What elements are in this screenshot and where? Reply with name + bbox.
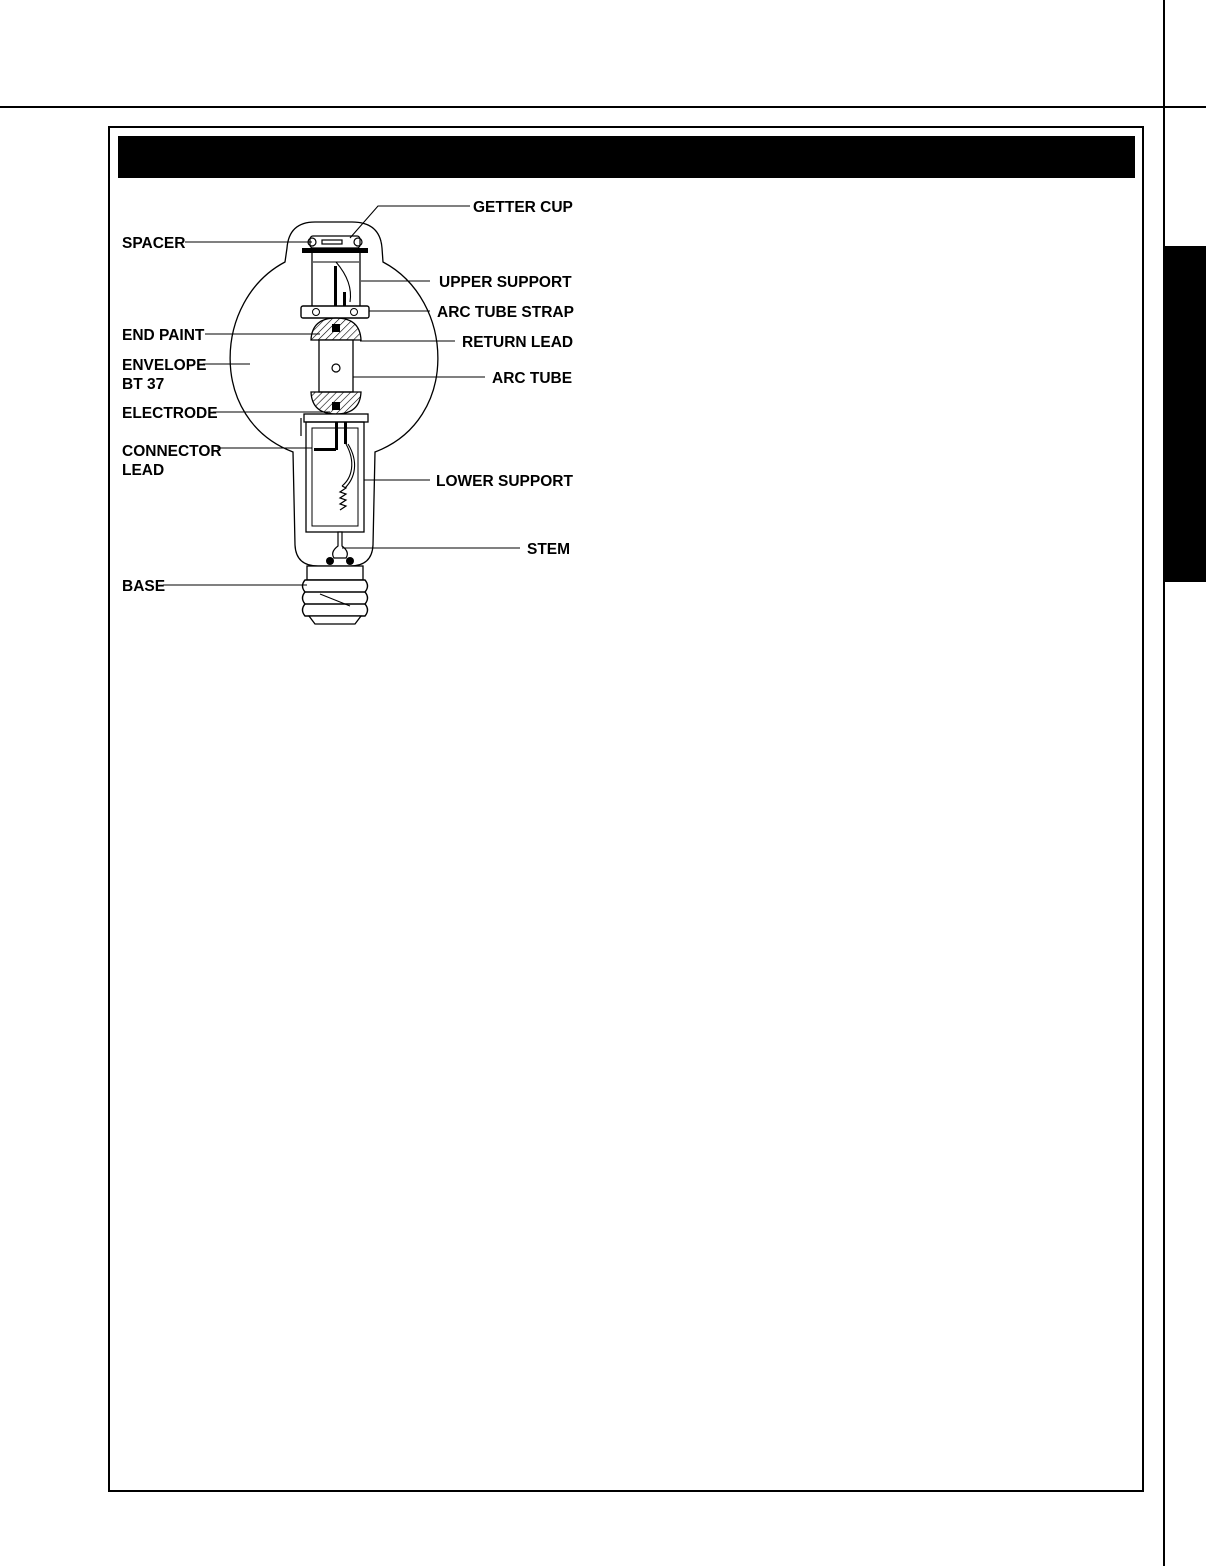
spacer-plate (302, 248, 368, 253)
label-arc-tube: ARC TUBE (492, 370, 573, 387)
label-spacer: SPACER (122, 235, 186, 252)
label-connector: CONNECTOR (122, 443, 222, 460)
lower-strap (304, 414, 368, 422)
lamp-diagram (110, 190, 590, 640)
label-stem: STEM (527, 541, 571, 558)
section-title-bar (118, 136, 1135, 178)
right-margin-rule (1163, 0, 1165, 1566)
lamp-base (303, 566, 368, 624)
arc-tube-body (319, 340, 353, 392)
connector-coil (340, 486, 346, 510)
label-lower-support: LOWER SUPPORT (436, 473, 573, 490)
label-getter-cup: GETTER CUP (473, 199, 573, 216)
label-connector-lead: LEAD (122, 462, 165, 479)
label-envelope-size: BT 37 (122, 376, 165, 393)
label-envelope: ENVELOPE (122, 357, 207, 374)
label-return-lead: RETURN LEAD (462, 334, 574, 351)
label-electrode: ELECTRODE (122, 405, 218, 422)
label-upper-support: UPPER SUPPORT (439, 274, 572, 291)
stem (333, 532, 348, 558)
side-thumb-tab (1165, 246, 1206, 582)
label-arc-tube-strap: ARC TUBE STRAP (437, 304, 574, 321)
arc-tube-strap (301, 306, 369, 318)
label-end-paint: END PAINT (122, 327, 205, 344)
getter-cup (322, 240, 342, 244)
label-base: BASE (122, 578, 166, 595)
top-rule (0, 106, 1206, 108)
